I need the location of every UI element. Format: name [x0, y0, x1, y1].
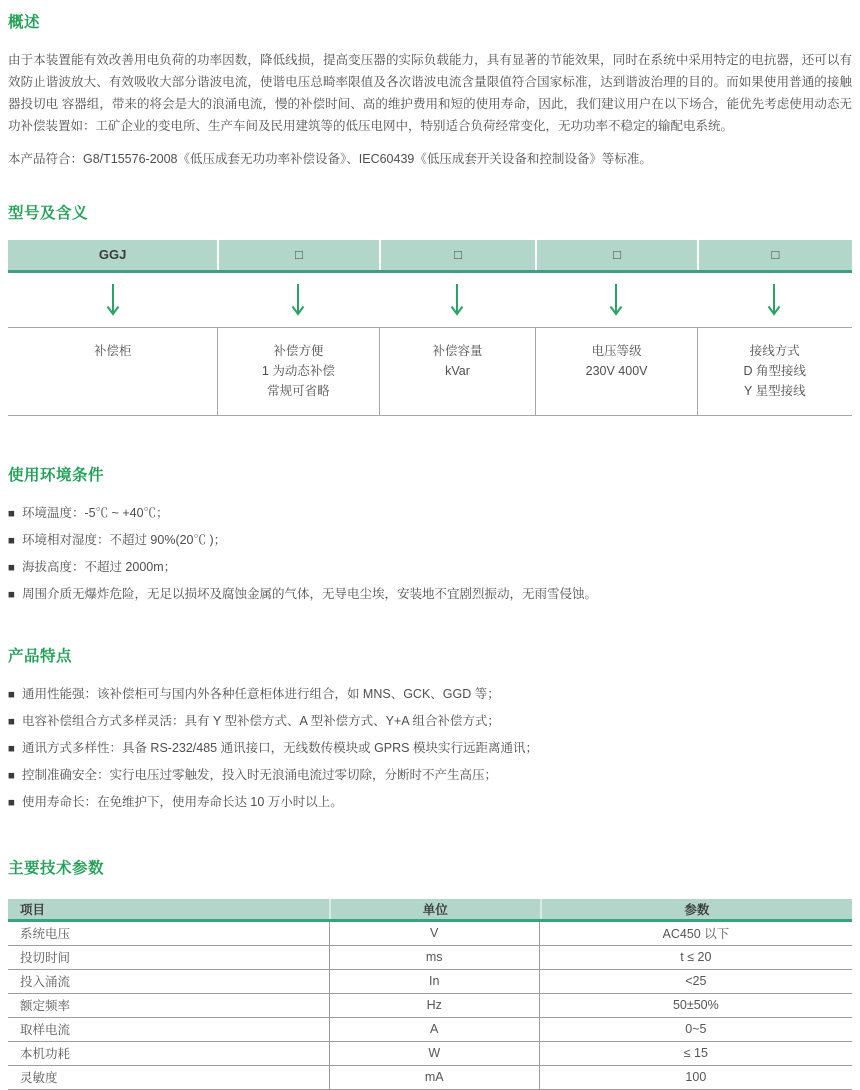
overview-paragraph: 由于本装置能有效改善用电负荷的功率因数，降低线损，提高变压器的实际负载能力，具有显著的节能效果，同时在系统中采用特定的电抗器，还可以有效防止谐波放大、有效吸收大部分谐波电流，使谐电压总畸率限值及各次谐波电流含量限值符合国家标准，达到谐波治理的目的。而如果使用普通的接触器投切电 容器组，带来的将会是大的浪涌电流，慢的补偿时间、高的维护费用和短的使用寿命，因此，我们建议用户在以下场合，能优先考虑使用动态无功补偿装置如：工矿企业的变电所、生产车间及民用建筑等的低压电网中，特别适合负荷经常变化，无功功率不稳定的输配电系统。 — [8, 53, 852, 133]
overview-standards-line: 本产品符合：G8/T15576-2008《低压成套无功功率补偿设备》、IEC60439《低压成套开关设备和控制设备》等标准。 — [8, 151, 652, 166]
param-value: <25 — [685, 974, 707, 988]
table-row — [8, 946, 852, 970]
model-placeholder-box-icon: □ — [535, 240, 696, 270]
desc-line: 1 为动态补偿 — [261, 363, 335, 378]
section-features — [8, 644, 852, 811]
list-item — [8, 741, 852, 757]
environment-list — [8, 506, 852, 603]
down-arrow-icon — [697, 273, 852, 327]
square-bullet-icon: ■ — [8, 507, 15, 520]
param-value: ≤ 15 — [683, 1046, 708, 1060]
desc-line: 接线方式 — [749, 343, 800, 358]
model-placeholder-box-icon: □ — [697, 240, 852, 270]
param-value: AC450 以下 — [662, 927, 730, 941]
param-unit: In — [329, 970, 540, 993]
desc-line: 电压等级 — [591, 343, 642, 358]
table-row — [8, 1018, 852, 1042]
desc-line: 230V 400V — [585, 363, 648, 378]
list-item — [8, 795, 852, 811]
list-item — [8, 687, 852, 703]
list-item — [8, 533, 852, 549]
square-bullet-icon: ■ — [8, 796, 15, 809]
list-item — [8, 506, 852, 522]
features-list — [8, 687, 852, 811]
model-desc-cell — [379, 328, 536, 415]
parameters-header-row — [8, 899, 852, 922]
param-value: t ≤ 20 — [680, 950, 712, 964]
list-item-text: 电容补偿组合方式多样灵活：具有 Y 型补偿方式、A 型补偿方式、Y+A 组合补偿方式； — [21, 713, 500, 728]
model-placeholder-box-icon: □ — [217, 240, 378, 270]
param-unit: Hz — [329, 994, 540, 1017]
param-value: 100 — [685, 1070, 707, 1084]
list-item — [8, 587, 852, 603]
list-item-text: 海拔高度：不超过 2000m； — [21, 559, 177, 574]
param-name: 本机功耗 — [20, 1047, 71, 1061]
square-bullet-icon: ■ — [8, 715, 15, 728]
param-value: 50±50% — [672, 998, 719, 1012]
list-item — [8, 560, 852, 576]
overview-heading: 概述 — [8, 14, 41, 31]
square-bullet-icon: ■ — [8, 534, 15, 547]
list-item — [8, 768, 852, 784]
param-name: 系统电压 — [20, 927, 71, 941]
list-item-text: 通用性能强：该补偿柜可与国内外各种任意柜体进行组合，如 MNS、GCK、GGD 等； — [21, 686, 500, 701]
param-unit: W — [329, 1042, 540, 1065]
down-arrow-icon — [379, 273, 536, 327]
features-heading: 产品特点 — [8, 647, 73, 665]
down-arrow-icon — [535, 273, 696, 327]
table-row — [8, 1042, 852, 1066]
parameters-table — [8, 899, 852, 1090]
list-item-text: 环境温度：-5℃ ~ +40℃； — [21, 505, 169, 520]
param-name: 灵敏度 — [20, 1071, 58, 1085]
column-header-item: 项目 — [20, 902, 46, 917]
desc-line: kVar — [445, 363, 470, 378]
square-bullet-icon: ■ — [8, 742, 15, 755]
down-arrow-icon — [8, 273, 217, 327]
model-header-row — [8, 240, 852, 273]
down-arrow-icon — [217, 273, 378, 327]
square-bullet-icon: ■ — [8, 561, 15, 574]
desc-line: D 角型接线 — [743, 363, 807, 378]
param-name: 投入涌流 — [20, 975, 71, 989]
param-name: 额定频率 — [20, 999, 71, 1013]
list-item-text: 控制准确安全：实行电压过零触发，投入时无浪涌电流过零切除，分断时不产生高压； — [21, 767, 497, 782]
list-item-text: 通讯方式多样性：具备 RS-232/485 通讯接口，无线数传模块或 GPRS 模块实行远距离通讯； — [21, 740, 538, 755]
list-item — [8, 714, 852, 730]
environment-heading: 使用环境条件 — [8, 466, 105, 484]
param-unit: V — [329, 922, 540, 945]
section-overview — [8, 10, 852, 168]
model-description-row — [8, 327, 852, 416]
table-row — [8, 970, 852, 994]
param-unit: mA — [329, 1066, 540, 1089]
square-bullet-icon: ■ — [8, 769, 15, 782]
desc-line: 补偿柜 — [93, 343, 132, 358]
model-arrow-row — [8, 273, 852, 327]
model-placeholder-box-icon: □ — [379, 240, 536, 270]
desc-line: 补偿容量 — [432, 343, 483, 358]
table-row — [8, 922, 852, 946]
square-bullet-icon: ■ — [8, 588, 15, 601]
table-row — [8, 994, 852, 1018]
model-desc-cell — [697, 328, 852, 415]
model-desc-cell — [217, 328, 378, 415]
parameters-heading: 主要技术参数 — [8, 859, 105, 877]
column-header-unit: 单位 — [329, 899, 540, 919]
column-header-value: 参数 — [540, 899, 852, 919]
section-parameters — [8, 856, 852, 1090]
table-row — [8, 1066, 852, 1090]
model-heading: 型号及含义 — [8, 204, 89, 222]
param-unit: ms — [329, 946, 540, 969]
parameters-table-body — [8, 922, 852, 1090]
model-meaning-table — [8, 240, 852, 416]
param-name: 投切时间 — [20, 951, 71, 965]
list-item-text: 周围介质无爆炸危险，无足以损坏及腐蚀金属的气体，无导电尘埃，安装地不宜剧烈振动，无雨雪侵蚀。 — [21, 586, 597, 601]
param-unit: A — [329, 1018, 540, 1041]
model-desc-cell — [535, 328, 696, 415]
list-item-text: 使用寿命长：在免维护下，使用寿命长达 10 万小时以上。 — [21, 794, 343, 809]
list-item-text: 环境相对湿度：不超过 90%(20℃ )； — [21, 532, 227, 547]
param-value: 0~5 — [685, 1022, 707, 1036]
model-code-cell: GGJ — [98, 247, 127, 262]
desc-line: Y 星型接线 — [744, 383, 806, 398]
square-bullet-icon: ■ — [8, 688, 15, 701]
section-model-meaning — [8, 201, 852, 416]
desc-line: 补偿方便 — [273, 343, 324, 358]
section-environment — [8, 463, 852, 603]
desc-line: 常规可省略 — [267, 383, 330, 398]
param-name: 取样电流 — [20, 1023, 71, 1037]
model-desc-cell — [8, 328, 217, 415]
